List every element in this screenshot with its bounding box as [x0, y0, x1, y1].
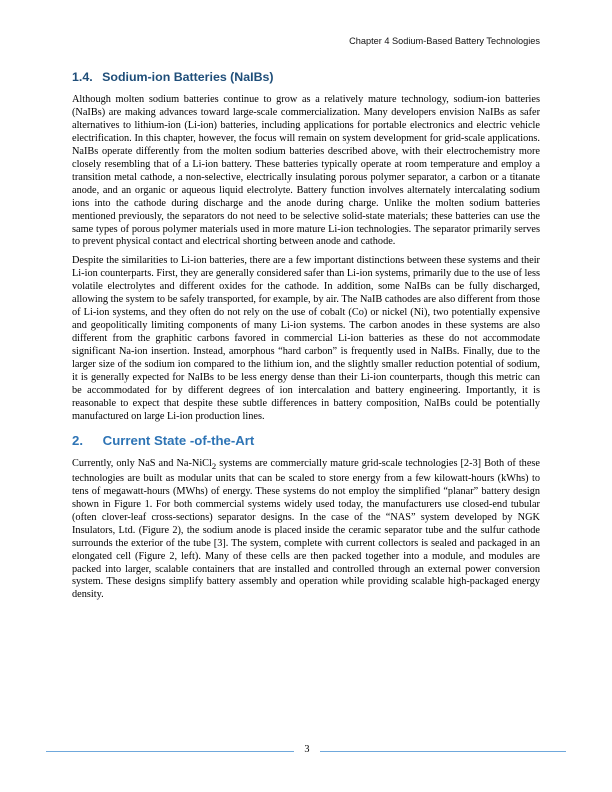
page-number: 3 — [304, 744, 310, 755]
body-paragraph — [72, 458, 540, 603]
paragraph-text: systems are commercially mature grid-scale technologies [2-3] Both of these technologies are built as modular units that can be scaled to store energy from a few kilowatt-hours (kWhs) to tens of megawatt-hours (MWhs) of energy. These systems do not employ the simplified “planar” battery design shown in Figure 1. For both commercial systems widely used today, the manufacturers use closed-end tubular (often clover-leaf cross-sections) separator designs. In the case of the “NAS” system developed by NGK Insulators, Ltd. (Figure 2), the sodium anode is placed inside the ceramic separator tube and the sulfur cathode surrounds the exterior of the tube [3]. The system, complete with current collectors is sealed and packaged in an elongated cell (Figure 2, left). Many of these cells are then packed together into a module, and modules are packed into larger, scalable containers that are installed and controlled through an external power conversion system. These designs simplify battery assembly and operation while providing scalable high-packaged energy density. — [72, 457, 540, 601]
body-paragraph: Despite the similarities to Li-ion batteries, there are a few important distinctions between these systems and their Li-ion counterparts. First, they are generally considered safer than Li-ion systems, primarily due to the use of less volatile electrolytes and different oxides for the cathode. In addition, some NaIBs can be fully discharged, allowing the system to be safely transported, for example, by air. The NaIB cathodes are also different from those of Li-ion systems, and they often do not rely on the use of cobalt (Co) or nickel (Ni), two potentially expensive and geopolitically limiting components of many Li-ion systems. The carbon anodes in these systems are also different from the graphitic carbons favored in commercial Li-ion batteries as these do not accommodate significant Na-ion insertion. Instead, amorphous “hard carbon” is frequently used in NaIBs. Finally, due to the larger size of the sodium ion compared to the lithium ion, and the slightly smaller reduction potential of sodium, it is generally expected for NaIBs to be less energy dense than their Li-ion counterparts, though this metric can be accommodated for by different degrees of ion intercalation and battery engineering. Importantly, it is reasonable to expect that despite these subtle differences in battery composition, NaIBs could be potentially manufactured on large Li-ion production lines. — [72, 255, 540, 422]
body-paragraph: Although molten sodium batteries continue to grow as a relatively mature technology, sodium-ion batteries (NaIBs) are making advances toward large-scale commercialization. Many developers envision NaIBs as safer alternatives to lithium-ion (Li-ion) batteries, including applications for portable electronics and electric vehicle electrification. In this chapter, however, the focus will remain on system development for grid-scale applications. NaIBs operate differently from the molten sodium batteries described above, with their electrochemistry more closely resembling that of a Li-ion battery. These batteries typically operate at room temperature and employ a transition metal cathode, a non-selective, electrically insulating porous polymer separator, a carbon or a titanate anode, and an organic or aqueous liquid electrolyte. Battery function involves alternately intercalating sodium ions into the cathode during discharge and the anode during charge. Unlike the molten sodium batteries mentioned previously, the separators do not need to be selective solid-state materials; these batteries can use the same types of porous polymer materials used in more mature Li-ion technologies. The separator primarily serves to prevent physical contact and electrical shorting between anode and cathode. — [72, 94, 540, 248]
page-footer — [0, 744, 612, 760]
subscript: 2 — [211, 460, 217, 471]
footer-rule-right — [320, 751, 566, 752]
section-heading-2 — [72, 433, 540, 448]
running-header: Chapter 4 Sodium-Based Battery Technologies — [349, 36, 540, 46]
page-body — [72, 70, 540, 608]
footer-rule-left — [46, 751, 294, 752]
section-title: Sodium-ion Batteries (NaIBs) — [102, 70, 274, 84]
section-number: 1.4. — [72, 70, 93, 84]
section-heading-1-4 — [72, 70, 540, 84]
paragraph-text: Currently, only NaS and Na-NiCl — [72, 457, 212, 469]
section-title: Current State -of-the-Art — [102, 432, 255, 448]
section-number: 2. — [72, 432, 83, 448]
